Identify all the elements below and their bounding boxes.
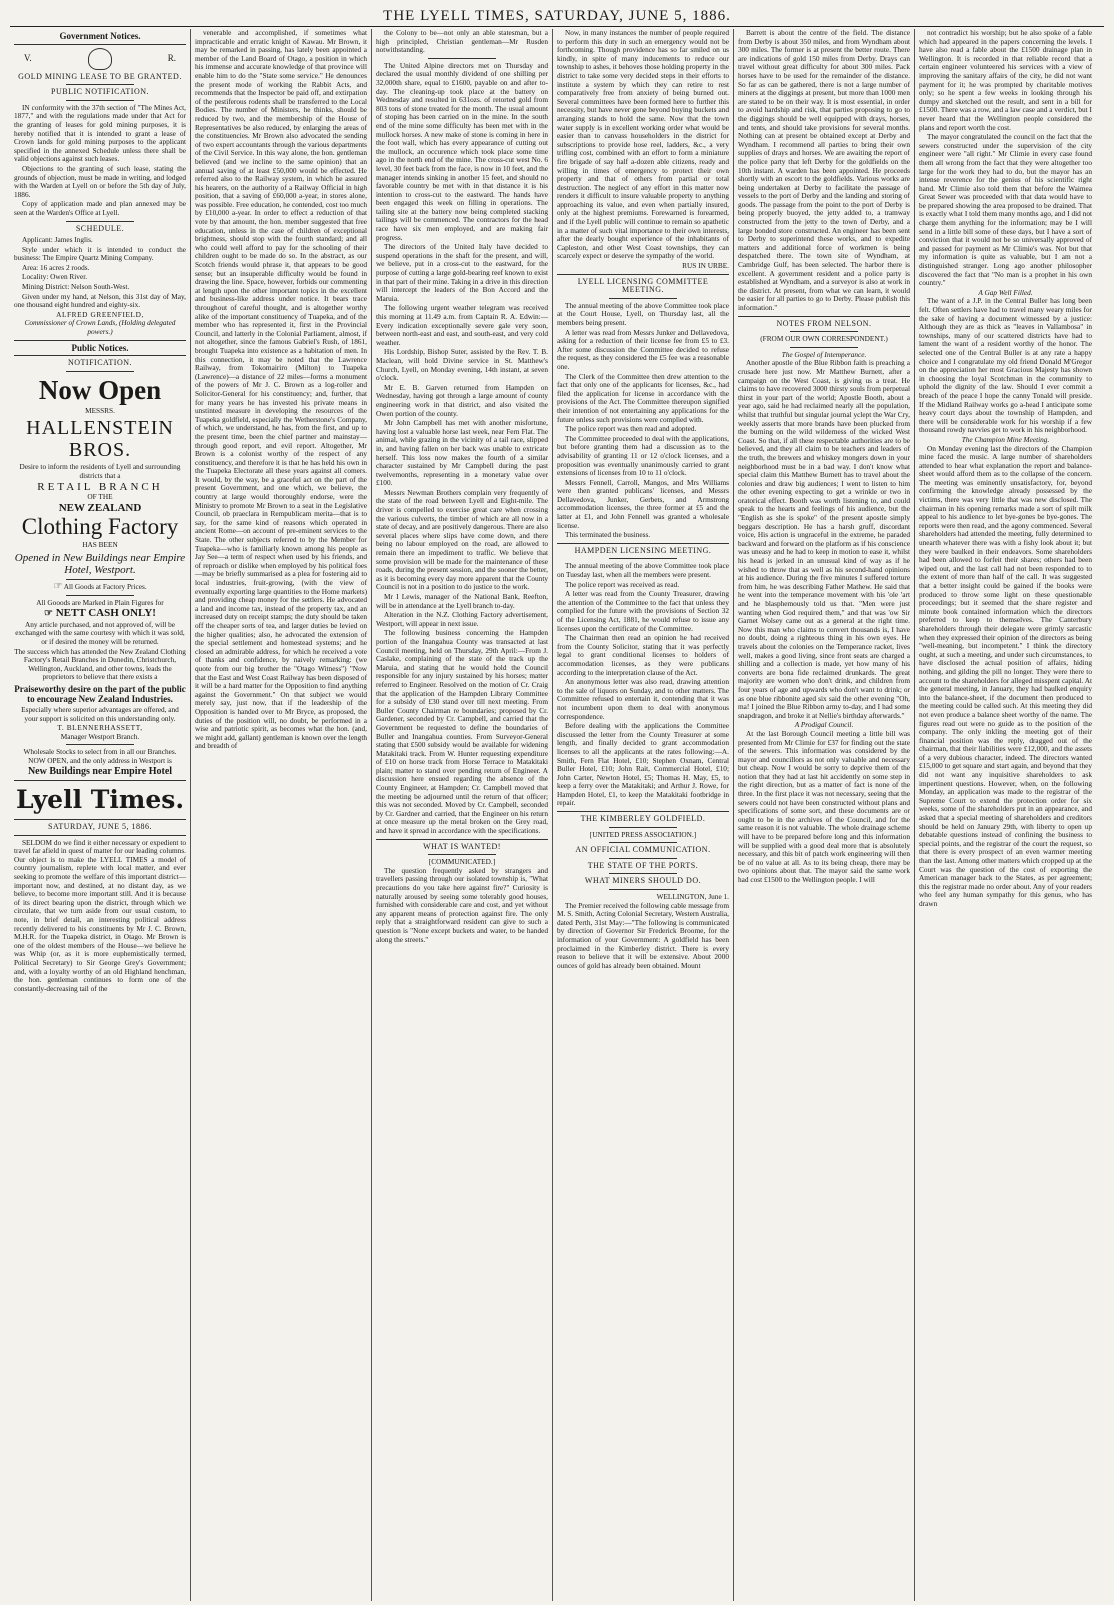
divider xyxy=(14,44,186,45)
firm-name: HALLENSTEIN BROS. xyxy=(26,417,174,462)
opened-text: Opened in New Buildings near Empire Hotel, Westport. xyxy=(14,551,186,576)
divider xyxy=(66,579,135,580)
news-item: Alteration in the N.Z. Clothing Factory advertisement, Westport, will appear in next issue. xyxy=(376,610,548,628)
divider xyxy=(14,780,186,781)
schedule-item: Locality: Owen River. xyxy=(22,272,88,282)
divider xyxy=(66,595,135,596)
exchange-text: Any article purchased, and not approved of, will be exchanged with the same courtesy with which it was sold, or if desired the money will be returned. xyxy=(15,619,185,646)
news-item: The United Alpine directors met on Thursday and declared the usual monthly dividend of one shilling per 32,000th share, equal to £1600, payable on and after to-day. The cleaning-up took place at the battery on Wednesday and resulted in 631ozs. of retorted gold from 803 tons of stone treated for the month. The usual amount of stoping has been carried on in the mine. In the south end of the mine some difficulty has been met with in the mullock horses. A new make of stone is coming in here in the foot wall, which has every appearance of cutting out the mullock, an occurence which took place some time ago in the north end of the mine. The cross-cut west No. 6 level, 30 feet back from the face, is now in 10 feet, and the manager intends sinking in another 15 feet, and should no favorable country be met with in that distance it is his intention to cross-cut to the eastward. The hands have been engaged this week on filling in operations. The tailing site at the battery now being completed stacking tailings will be commenced. The contractors for the head race have six men employed, and are making fair progress. xyxy=(376,60,548,242)
correspondent-label: (FROM OUR OWN CORRESPONDENT.) xyxy=(760,334,888,344)
schedule-item: Mining District: Nelson South-West. xyxy=(22,282,130,292)
praiseworthy-text: Praiseworthy desire on the part of the public to encourage New Zealand Industries. xyxy=(14,683,186,704)
article-paragraph: Messrs Fennell, Carroll, Mangos, and Mrs Williams were then granted publicans' licenses, and Messrs Dellavedova, Junker, Gerbets, and Armstrong accommodation licenses, the three former at £5 and the latter at £1, and John Fennell was granted a wholesale license. xyxy=(557,477,729,530)
clothing-factory: Clothing Factory xyxy=(21,514,179,540)
divider xyxy=(14,355,186,356)
messrs-label: MESSRS. xyxy=(85,405,115,415)
divider xyxy=(609,298,678,299)
article-paragraph: The Committee proceeded to deal with the applications, but before granting them had a discussion as to the advisability of granting 11 or 12 o'clock licenses, and a proposition was eventually unanimously carried to grant extensions of licenses from 10 to 11 o'clock. xyxy=(557,433,729,478)
divider xyxy=(66,84,135,85)
column-5 xyxy=(734,29,915,1601)
divider xyxy=(557,811,729,812)
desire-text: Desire to inform the residents of Lyell and surrounding districts that a xyxy=(19,462,181,480)
marked-text: All Gooods are Marked in Plain Figures for xyxy=(36,597,164,607)
schedule-item: Applicant: James Inglis. xyxy=(22,235,93,245)
notice-paragraph: IN conformity with the 37th section of "The Mines Act, 1877," and with the regulations made under that Act for the granting of leases for gold mining purposes, it is hereby notified that it is intended to grant a lease of Crown lands for gold mining purposes to the applicant specified in the annexed Schedule unless there shall be valid objections against such leases. xyxy=(14,102,186,164)
divider xyxy=(609,558,678,559)
news-item: Mr E. B. Garven returned from Hampden on Wednesday, having got through a large amount of county engineering work in that district, and also visited the Owen portion of the county. xyxy=(376,382,548,418)
royal-crest xyxy=(24,48,176,70)
divider xyxy=(14,835,186,836)
article-paragraph: The Premier received the following cable message from M. S. Smith, Acting Colonial Secretary, Western Australia, dated Perth, 31st May:—"The following is communicated by direction of Governor Sir Frederick Broome, for the information of your Government: A goldfield has been proclaimed in the Kimberley district. There is every reason to believe that it will be extensive. About 2000 ounces of gold has already been obtained. Mount xyxy=(557,900,729,970)
article-paragraph: A letter was read from Messrs Junker and Dellavedova, asking for a reduction of their license fee from £5 to £3. After some discussion the Committee decided to refuse the request, as they considered the £5 fee was a reasonable one. xyxy=(557,327,729,371)
schedule-item: Style under which it is intended to conduct the business: The Empire Quartz Mining Company. xyxy=(14,244,186,263)
article-paragraph: A letter was read from the County Treasurer, drawing the attention of the Committee to the fact that unless they complied for the future with the provisions of Section 32 of the Licensing Act, 1881, he would refuse to issue any licenses upon the certificate of the Committee. xyxy=(557,589,729,633)
news-item: The following business concerning the Hampden portion of the Inangahua County was transacted at last Council meeting, held on Thursday, 29th April:—From J. Caslake, complaining of the state of the track up the Maruia, and stating that he would hold the Council responsible for any injury sustained by his horses; matter referred to Engineer. Resolved on the motion of Cr. Craig that the application of the Hampden Library Committee for a subsidy of £30 stand over till next meeting. From Buller County Chairman re boundaries; proposed by Cr. Gardener, seconded by Cr. Campbell, and carried that the Government be requested to define the boundaries of Buller and Inangahua counties. From Surveyor-General stating that £500 subsidy would be available for widening Matakitaki track. From W. Hunter requesting expenditure of £10 on horse track from Horse Terrace to Matakitaki plain; matter to stand over pending return of Engineer. A discussion here ensued regarding the absence of the County Engineer, at Hampden; Cr. Campbell moved that the meeting be adjourned until the return of that officer; this was not seconded. Moved by Cr. Campbell, seconded by Cr. Gardner and carried, that the Engineer on his return at once measure up the metal broken on the Grey road, and have it spread in accordance with the specifications. xyxy=(376,628,548,836)
communicated-label: [COMMUNICATED.] xyxy=(428,857,496,867)
lyell-licensing-heading: LYELL LICENSING COMMITTEE MEETING. xyxy=(577,276,709,295)
news-item: The directors of the United Italy have decided to suspend operations in the shaft for the present, and will, we believe, put in a cross-cut to the eastward, for the purpose of cutting a large gold-bearing reef known to exist in that part of their mine. Taking in a drive in this direction will intercept the leaders of the Bon Accord and the Maruia. xyxy=(376,242,548,303)
notice-paragraph: Objections to the granting of such lease, stating the grounds of objection, must be made in writing, and lodged with the Warden at Lyell on or before the 5th day of July, 1886. xyxy=(14,163,186,199)
given-line: Given under my hand, at Nelson, this 31st day of May, one thousand eight hundred and eighty-six. xyxy=(14,291,186,310)
divider xyxy=(790,331,859,332)
article-paragraph: The annual meeting of the above Committee took place at the Court House, Lyell, on Thursday last, all the members being present. xyxy=(557,300,729,327)
article-paragraph: Another apostle of the Blue Ribbon faith is preaching a crusade here just now. Mr Matthew Burnett, after a campaign on the West Coast, is giving us a treat. He claims to have recovered 3000 thirsty souls from perpetual thirst in your part of the world; Apostle Booth, about a year ago, said he had reclaimed nearly all the population, whilst that truthful but singular journal yclept the War Cry, weekly asserts that more brands have been plucked from the burning on the wild wilderness of the wicked West Coast. So that, if all these respectable authorities are to be believed, and they all claim to be teachers and leaders of the truth, the brewers and whiskey mongers down in your neighborhood must be in a bad way. I don't know what special claim this Matthew Burnett has to travel about the colonies and draw big audiences; I went to listen to him the other evening expecting to get a wrinkle or two in oratorical effect. Booth was worth listening to, and could speak to the hearts and feelings of his audience, but the "English as she is spoke" of the present apostle simply beggars description. He has a harsh gruff, discordant voice, His action is ungraceful in the extreme, he paraded backward and forward on the platform as if his conscience was uneasy and he had to keep in motion to ease it, whilst his head is jerked in an unusual kind of way as if he wished to throw that as well as his second-hand opinions at his audience. During the five minutes I suffered torture from him, he was describing Father Mathew. He said that he went into the temperance movement with his 'ole 'art and he blasphemously told us that. "Men were just wanting when God required them," and that was 'ow Sir Garnet Wolsey came out as a general at the right time. Now this man who claims to convert thousands is, I have no doubt, doing a righteous thing in his own eyes. He travels about the colonies on the Temperance racket, lives well, makes a good living, since front seats are charged a shilling and a collection is made, yet how many of his converts are bona fide reclaimed drunkards. The great majority are women who don't drink, and children from four years of age and upwards who don't want to drink; or as one blue ribbonite aged six said the other evening "Oh, ma! I joined the Blue Ribbon army to-day, and I had some snapdragon, and broke it at Nellie's birthday afterwards." xyxy=(738,358,910,720)
editorial-date: SATURDAY, JUNE 5, 1886. xyxy=(48,822,152,832)
subheading: The Gospel of Intemperance. xyxy=(781,349,867,359)
divider xyxy=(738,316,910,317)
hampden-licensing-heading: HAMPDEN LICENSING MEETING. xyxy=(574,545,712,555)
article-paragraph: The Chairman then read an opinion he had received from the County Solicitor, stating that it was perfectly legal to grant conditional licenses to holders of accommodation licenses, as they were publicans according to the interpretation clause of the Act. xyxy=(557,633,729,677)
divider xyxy=(557,274,729,275)
divider xyxy=(557,543,729,544)
lease-title: GOLD MINING LEASE TO BE GRANTED. xyxy=(18,71,182,81)
manager-role: Manager Westport Branch. xyxy=(60,731,140,741)
schedule-heading: SCHEDULE. xyxy=(75,223,125,233)
what-miners-should-do: WHAT MINERS SHOULD DO. xyxy=(584,876,702,886)
pointing-hand-icon: ☞ xyxy=(53,580,63,592)
article-paragraph: An anonymous letter was also read, drawing attention to the sale of liquors on Sunday, and to other matters. The Committee refused to entertain it, contending that it was not incumbent upon them to deal with anonymous correspondence. xyxy=(557,677,729,721)
divider xyxy=(428,58,497,59)
masthead: THE LYELL TIMES, SATURDAY, JUNE 5, 1886. xyxy=(383,8,731,24)
public-notices-heading: Public Notices. xyxy=(71,342,129,353)
pointing-hand-icon: ☞ xyxy=(44,608,53,620)
divider xyxy=(14,340,186,341)
crest-icon xyxy=(88,48,112,70)
government-notices-heading: Government Notices. xyxy=(59,31,141,41)
editorial-continuation: venerable and accomplished, if sometimes what impracticable and erratic knight of Kawau. Mr Brown, it may be remarked in passing, has lately been appointed a member of the Land Board of Otago, a position in which his immense and accurate knowledge of that province will enable him to do the "State some service." He denounces the present mode of working the Rabbit Acts, and recommends that the Inspector be paid off, and extirpation of the pestiferous rodents shall be transferred to the Local Bodies. The number of Ministers, he thinks, should be reduced by two, and the membership of the House of Representatives be also reduced, by enlarging the areas of the constituencies. Mr Brown also advocated the sending of two expert accountants through the various departments of the Civil Service. In this way alone, the hon. gentleman believed (and we incline to the same opinion) that an annual saving of at least £50,000 would be effected. He referred also to the Railway system, in which he assured his hearers, on the authority of a Railway Official in high position, that a saving of £60,000 a-year, in stores alone, was possible. Free education, he contended, cost too much by £10,000 a-year. In order to effect a reduction of that vote by that amount, the hon. member suggested that free education, unless in the case of children of exceptional brightness, should stop with the fourth standard; and all who could well afford to pay for the schooling of their children ought to be made do so. In the abstract, as our Scotch friends would phrase it, that appears to be good sense; but an insuperable difficulty would be found in drawing the line. Space, however, forbids our commenting at length upon the other important topics in the excellent and business-like address under notice. It bears trace throughout of careful thought, and is altogether worthy alike of the important constituency of Tuapeka, and of the member who has represented it, first in the Provincial Council, and latterly in the Colonial Parliament, almost, if not altogether, since the famous Gabriel's Rush, of 1861, brought Tuapeka into existence as a habitation of men. In this connection, it may be noted that the Lawrence Railway, from Tokomairiro (Milton) to Tuapeka (Lawrence)—a distance of 22 miles—forms a monument of the powers of Mr J. C. Brown as a log-roller and Solicitor-General for his constituency; and, further, that for many years he has invested his private means in unstinted measure in developing the resources of the Tuapeka goldfield, especially the Wetherstone's Company, of which, we understand, he has, from the first, and up to the present time, been the chief partner and mainstay—through good report, and evil report. Altogether, Mr Brown is a colonist worthy of the respect of any constituency, and therefore it is that he has held his own in the Tuapeka Electorate all these years against all comers. It would, by the way, be a graceful act on the part of the present Government, and one which, we believe, the country at large would thoroughly endorse, were the Ministry to promote Mr Brown to a seat in the Legislative Council, ob praeclara in Rempublicam merita—that is to say, for the same kind of reasons which operated in ancient Rome—on account of pre-eminent services to the State. The other subjects referred to by the Member for Tuapeka—who is familiarly known among his people as Jay See—a term of respect when used by his friends, and of reproach or dislike when employed by his political foes—may be briefly summarised as a plea for fostering aid to local industries, fruit-growing, (with the view of eventually exporting large quantities to the Home markets) and providing cheap money for the settlers. He advocated a land and income tax, instead of the property tax, and an increased duty on receipt stamps; the duty should be taken off the cheaper sorts of tea, and larger duties be levied on the higher qualities; also, he advocated the extension of the special settlement and homestead systems; and he closed an admirable address, for which he received a vote of thanks and confidence, by naively remarking: (we quote from our big brother the "Otago Witness") "Now that the East and West Coast Railway has been disposed of it will be a hard matter for the Opposition to find anything against the Government." On that subject we would merely say, just now, that if the leadership of the Opposition is handed over to Mr Bryce, as proposed, the duties of the position will, no doubt, be performed in a wise and patriotic spirit, as becomes what the hon. (and, we might add, gallant) gentleman is known over the length and breadth of xyxy=(195,29,367,751)
public-notification: PUBLIC NOTIFICATION. xyxy=(51,87,149,97)
has-been: HAS BEEN xyxy=(82,540,118,550)
article-paragraph: The want of a J.P. in the Central Buller has long been felt. Often settlers have had to travel many weary miles for the sake of having a document witnessed by a justice: Although they are as thick as "leaves in Vallambosa" in townships, many of our scattered districts have had to lament the want of a resident worthy of the honor. The selected one of the Central Buller is at any rate a happy choice and I congratulate my old friend Donald M'Gregor on the appreciation her most Gracious Majesty has shown in choosing the loyal Scotchman in the community to uphold the dignity of the law. Should I ever commit a breach of the peace I hope the canny Tonald will preside. If the Midland Railway works go a-head I anticipate some heavy court days about the township of Hampden, and there will be considerable work for his worship if a few thousand rowdy navvies get to work in his neighborhood. xyxy=(919,296,1092,435)
divider xyxy=(66,221,135,222)
success-text: The success which has attended the New Zealand Clothing Factory's Retail Branches in Dunedin, Christchurch, Wellington, Auckland, and other towns, leads the proprietors to believe that there exists a xyxy=(14,646,186,682)
article-paragraph: The Clerk of the Committee then drew attention to the fact that only one of the applicants for licenses, &c., had filed the application for license in accordance with the provisions of the Act. The Committee thereupon signified their intention of not entertaining any applications for the future unless such provisions were complied with. xyxy=(557,371,729,424)
article-paragraph: This terminated the business. xyxy=(565,530,651,540)
nett-cash-text: NETT CASH ONLY! xyxy=(55,607,156,620)
column-2 xyxy=(191,29,372,1601)
signer-name: ALFRED GREENFIELD, xyxy=(56,309,144,319)
article-paragraph: On Monday evening last the directors of the Champion mine faced the music. A large number of shareholders attended to hear what explanation the report and balance-sheet would afford them as to the collapse of the concern. The meeting was eminently unsatisfactory, for, beyond confirming the knowledge already possessed by the victims, there was very little that was new disclosed. The chairman in his opening remarks made a sort of spilt milk appeal to his audience to let bye-gones be bye-gones. The reports were then read, and the agony commenced. Several shareholders had attended the meeting, fully determined to unearth whatever there was with a fishy look about it; but they were baulked in their endeavors. Some shareholders had been allowed to forfeit their shares; others had been wiped out, and the last call had not been responded to to the extent of more than half of the call. It was suggested that a better insight could be gained if the books were produced to throw some light on these questionable proceedings; but it seemed that the share register and minute book contained information which the directors preferred to keep to themselves. The Canterbury shareholders through their delegate were grimly sarcastic when they expressed their opinion of the directors as being "well-meaning, but incompetent." I think the directory ought, at such a meeting, and under such circumstances, to have disclosed the actual position of affairs, hiding nothing, and gilding the pill no longer. They were there to account to the shareholders for alleged misspent capital. At the general meeting, in January, they had baulked enquiry into the balance-sheet, if the document then produced to the meeting could be called such. At this meeting they did not even produce a balance sheet worthy of the name. The figures read out were no guide as to the position of the company. The only inkling the meeting got of their financial position was the reply, dragged out of the chairman, that their liabilities were £12,000, and the assets of a very dubious character, indeed. The directors wanted £15,000 to get square and start again, and beyond that they did not want any inquisitive shareholders to ask impertinent questions. However, when, on the following Monday, an application was made to the registrar of the Supreme Court to extend the protection order for six weeks, some of the shareholders put in an appearance, and asked that a special meeting of shareholders and creditors should be held on January 29th, with liberty to open up debatable questions instead of confining the business to special points, and the registrar of the court the request, so that there is every prospect of an even warmer meeting than the last. Among other matters which cropped up at the Court was the question of the cost of exporting the American manager back to the States, as per agreement; this the registrar made no order about. Any of your readers who feel any human sympathy for this genus, who has drawn xyxy=(919,443,1092,908)
notes-from-nelson-heading: NOTES FROM NELSON. xyxy=(776,318,872,328)
column-3 xyxy=(372,29,553,1601)
editorial-end: the Colony to be—not only an able statesman, but a high principled, Christian gentleman—Mr Rusden notwithstanding. xyxy=(376,29,548,55)
column-1 xyxy=(10,29,191,1601)
news-item: His Lordship, Bishop Suter, assisted by the Rev. T. B. Maclean, will hold Divine service in St. Matthew's Church, Lyell, on Monday evening, 14th instant, at seven o'clock. xyxy=(376,347,548,383)
article-paragraph: The annual meeting of the above Committee took place on Tuesday last, when all the members were present. xyxy=(557,561,729,580)
retail-branch: RETAIL BRANCH xyxy=(37,480,163,493)
column-4 xyxy=(553,29,734,1601)
now-open-banner: Now Open xyxy=(38,374,162,405)
dateline: WELLINGTON, June 1. xyxy=(656,892,729,902)
columns xyxy=(10,29,1104,1601)
subheading: A Gap Well Filled. xyxy=(978,287,1033,297)
divider xyxy=(428,854,497,855)
editorial-lead: SELDOM do we find it either necessary or expedient to travel far afield in quest of matter for our leading columns. Our object is to make the LYELL TIMES a model of country journalism, replete with local matter, and ever seeking to promote the welfare of this important district—important now, and destined, at no distant day, as we believe, to become more important still. And it is because of its direct bearing upon the district, through which we circulate, that we turn aside from our usual custom, to note, in brief detail, an interesting political address recently delivered to his constituents by Mr J. C. Brown, M.H.R. for the Tuapeka district, in Otago. Mr Brown is one of the oldest members of the House—we believe he was Whip (or, as it is more euphemistically termed, Political Secretary) to Sir George Grey's Government; and, with a loyalty worthy of an old Highland henchman, the hon. gentleman continues to form one of the constantly-decreasing tail of the xyxy=(14,837,186,993)
new-buildings-line: New Buildings near Empire Hotel xyxy=(27,766,173,778)
wholesale-text: Wholesale Stocks to select from in all our Branches. NOW OPEN, and the only address in Westport is xyxy=(23,747,177,765)
article-continuation: Now, in many instances the number of people required to perform this duty in such an emergency would not be forthcoming. Though providence has so far smiled on us kindly, in spite of many inducements to reduce our township to ashes, it behoves those holding property in the district to take some very decided steps in their efforts to institute a system by which they can retire to rest comparatively free from anxiety of being burned out. Several committees have been formed here to further this necessity, but have never gone beyond buying buckets and arranging stands to hold the same. Now that the town water supply is in excellent working order what would be easier than to canvass householders in the district for subscriptions to provide hose reel, ladders, &c., a very trifling cost, combined with an effort to form a miniature fire brigade of say half a-dozen able citizens, ready and willing in times of emergency to protect their own property and that of others from partial or total destruction. The neglect of any effort in this matter now renders it difficult to insure valuable property to anything approaching its value, and even when partially insured, only at the highest premiums. Forewarned is forearmed, and if the Lyell public will continue to remain so apathetic in a matter of such vital importance to their own interests, after the dearly bought experience of the inhabitants of Capleston, and other West Coast townships, they can scarcely expect or deserve the sympathy of the world. xyxy=(557,29,729,261)
divider xyxy=(609,827,678,828)
all-goods-line xyxy=(14,580,186,592)
divider xyxy=(66,100,135,101)
crest-left: V. xyxy=(24,53,32,64)
divider xyxy=(609,889,678,890)
official-communication: AN OFFICIAL COMMUNICATION. xyxy=(575,845,711,855)
article-paragraph: Before dealing with the applications the Committee discussed the letter from the County Treasurer at some length, and finally decided to grant accommodation licenses to all the applicants at the rates following:—A. Smith, Fern Flat Hotel, £10; Stephen Oxnam, Central Buller Hotel, £10; John Rait, Commercial Hotel, £10; John Carter, Newton Hotel, £5; Thomas H. May, £5, to keep a ferry over the Matakitaki; and Arthur J. Rowe, for Hampden Hotel, £1, to keep the Matakitaki footbridge in repair. xyxy=(557,721,729,808)
article-continuation: not contradict his worship; but he also spoke of a fable which had appeared in the papers concerning the levels. I have also read a fable about the £1500 drainage plan in Wellington. It is recorded in that reliable record that a certain engineer volunteered his services with a view of improving the sanitary affairs of the city, he did not want payment for it; he was prompted by charitable motives only; so he spent a few weeks in looking through his dumpy and sketched out the result, and sent in a bill for £1500. There was a row, and a law case and a verdict, but I never heard that the Wellington people considered the plans and report worth the cost. xyxy=(919,29,1092,132)
schedule-item: Area: 16 acres 2 roods. xyxy=(22,262,90,272)
divider xyxy=(609,858,678,859)
especially-text: Especially where superior advantages are offered, and your support is solicited on this understanding only. xyxy=(21,704,179,723)
notice-paragraph: Copy of application made and plan annexed may be seen at the Warden's Office at Lyell. xyxy=(14,199,186,217)
article-paragraph: The police report was then read and adopted. xyxy=(565,424,697,434)
kimberley-heading: THE KIMBERLEY GOLDFIELD. xyxy=(580,814,706,824)
new-zealand: NEW ZEALAND xyxy=(58,501,142,514)
article-paragraph: At the last Borough Council meeting a little bill was presented from Mr Climie for £37 for finding out the state of the sewers. This information was considered by the mayor and councillors as not only valuable and necessary but cheap. Now I would be sorry to deprive them of the notion that they had at last hit accidently on some step in the right direction, but as a matter of fact is none of the three. In the first place it was not necessary, seeing that the sewers could not have been constructed without plans and specifications of some sort, and these documents are or ought to be in the archives of the Council, and for the same reason it is not valuable. The whole drainage scheme will have to be prepared before long and this information will be supplied with a good deal more that is absolutely necessary, and this bit of patch work engineering will then be of no value at all. As to its being cheap, there may be two opinions about that. The mayor said the same work had cost £1500 to the Wellington people. I will xyxy=(738,728,910,884)
notification-heading: NOTIFICATION. xyxy=(67,358,133,368)
divider xyxy=(609,873,678,874)
of-the: OF THE xyxy=(87,492,113,502)
state-of-ports: THE STATE OF THE PORTS. xyxy=(587,860,699,870)
news-item: Mr I Lewis, manager of the National Bank, Reefton, will be in attendance at the Lyell branch to-day. xyxy=(376,592,548,610)
subheading: A Prodigal Council. xyxy=(794,720,854,730)
article-paragraph: The mayor congratulated the council on the fact that the sewers constructed under the supervision of the city engineer were "all right." Mr Climie in every case found them all wrong from the fact that they were altogether too large for the work they had to do, but the mayor has an intense reverence for the genius of his scientific right hand. Mr Climie also told them that before the Waimea Great Sewer was proceeded with that data would have to be prepared showing the area proposed to be drained. That is exactly what I told them many months ago, and I did not charge them anything for the information; may be I will send in a little bill some of these days, but I have a sort of conviction that it would not be so universally approved of and passed for payment as Mr Climie's was. Not but that my information is quite as valuable, but I am not a distinguished stranger. Long ago another philosopher discovered the fact that "No man is a prophet in his own country." xyxy=(919,132,1092,288)
news-item: The following urgent weather telegram was received this morning at 11.49 a.m. from Captain R. A. Edwin:—Every indication exceptionally severe gale very soon, between north-east and east, and south-east, and very cold weather. xyxy=(376,303,548,347)
masthead-rule xyxy=(10,26,1104,27)
article-paragraph: The question frequently asked by strangers and travellers passing through our isolated township is, "What precautions do you take here against fire?" Curiosity is naturally aroused by seeing some tolerably good houses, furnished with considerable care and cost, and yet without any apparent means of protection against fire. The only reply that a straightforward resident can give to such a question is "None except buckets and water, to be handed along the streets." xyxy=(376,865,548,944)
article-paragraph: The police report was received as read. xyxy=(565,579,680,589)
subheading: The Champion Mine Meeting. xyxy=(961,434,1050,444)
divider xyxy=(376,839,548,840)
paper-title: Lyell Times. xyxy=(15,785,185,815)
news-item: Mr John Campbell has met with another misfortune, having lost a valuable horse last week, near Fern Flat. The animal, while grazing in the vicinity of a tail race, slipped in, and having fallen on her back was unable to extricate herself. This loss now makes the fourth of a similar character sustained by Mr Campbell during the past twelvemonths, representing in a monetary value over £100. xyxy=(376,418,548,488)
press-association-label: [UNITED PRESS ASSOCIATION.] xyxy=(589,829,697,839)
divider xyxy=(790,347,859,348)
divider xyxy=(66,371,135,372)
byline: RUS IN URBE. xyxy=(682,261,729,271)
what-is-wanted-heading: WHAT IS WANTED! xyxy=(423,841,501,851)
crest-right: R. xyxy=(167,53,176,64)
manager-name: T. BLENNERHASSETT, xyxy=(57,723,143,733)
nett-cash-line xyxy=(14,609,186,619)
divider xyxy=(609,842,678,843)
article-continuation: Barrett is about the centre of the field. The distance from Derby is about 350 miles, and from Wyndham about 300 miles. The former is at present the better route. There are indications of gold 150 miles from Derby. Drays can travel without great difficulty for about 300 miles. Pack horses have to be used for the remainder of the distance. So far as can be gathered, there is not a large number of miners at the diggings at present, but more than 1000 men are stated to be on their way. It is most essential, in order to avoid hardship and risk, that parties proposing to go to the diggings should be well equipped with drays, horses, and tents, and should take provisions for several months. Nothing can at present be obtained except at Derby and Wyndham. I recommend all parties to bring their own supplies of drays and horses. We are awaiting the report of the police party that left Derby for the goldfields on the 10th instant. A warden has been appointed. He proceeds shortly with an escort to the goldfields. Various works are being undertaken at Derby to facilitate the passage of vessels to the port of Derby and the landing and storing of goods. The passage from the point to the port of Derby is being properly buoyed, the jetty added to, a tramway constructed from the jetty to the town of Derby, and a large bonded store constructed. An engineer has been sent to Derby to superintend these works, and to expedite matters and additional force of workmen is being despatched there. The town site of Wyndham, at Cambridge Gulf, has been selected. The harbor there is excellent. A government resident and a police party is established at Wyndham, and a surveyor is also at work in the district. At present, from what we can learn, it would be easier for all parties to go to Derby. Please publish this information." xyxy=(738,29,910,312)
news-item: Messrs Newman Brothers complain very frequently of the state of the road between Lyell and Eight-mile. The driver is compelled to exercise great care when crossing the various culverts, the timber of which are all now in a state of decay, and are positively dangerous. There are also several places where slips have come down, and there being no labour employed on the road, are allowed to remain there an impediment to traffic. We believe that some provision will be made for the maintenance of these roads, during the present session, and the sooner the better, as it is becoming every day more apparent that the County Council is not in a position to do justice to the work. xyxy=(376,487,548,592)
divider xyxy=(14,819,186,820)
column-6 xyxy=(915,29,1096,1601)
all-goods-text: All Goods at Factory Prices. xyxy=(63,581,147,591)
signer-role: Commissioner of Crown Lands, (Holding delegated powers.) xyxy=(24,318,176,337)
divider xyxy=(66,744,135,745)
